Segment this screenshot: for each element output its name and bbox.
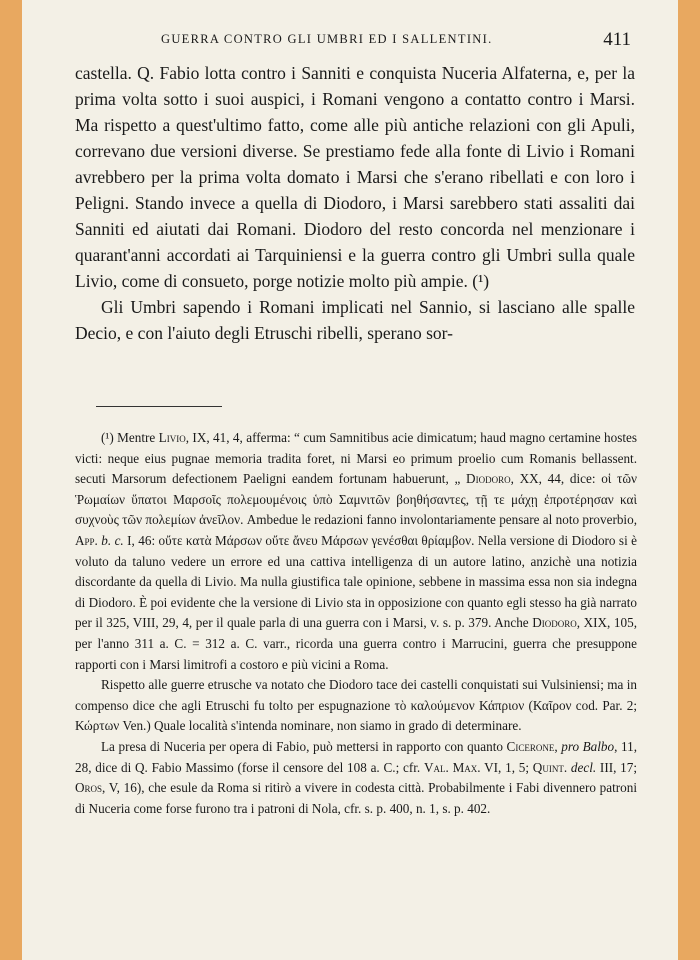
author-name: Diodoro — [466, 471, 511, 487]
footnote-paragraph: La presa di Nuceria per opera di Fabio, può mettersi in rapporto con quanto Cicerone, pro Balbo, 11, 28, dice di Q. Fabio Massimo (forse il censore del 108 a. C.; cfr. Val. Max. VI, 1, 5; Quint. decl. III, 17; Oros, V, 16), che esule da Roma si ritirò a vivere in codesta città. Probabilmente i Fabi divennero patroni di Nuceria come forse furono tra i patroni di Nola, cfr. s. p. 400, n. 1, s. p. 402. — [75, 738, 638, 816]
main-text — [75, 60, 635, 346]
page-header — [22, 29, 678, 54]
work-reference: b. c. — [101, 532, 124, 548]
author-name: Oros — [75, 780, 103, 796]
author-name: Cicerone — [506, 738, 555, 754]
footnote-1: (¹) Mentre Livio, IX, 41, 4, afferma: “ cum Samnitibus acie dimicatum; haud magno certamine hostes victi: neque eius pugnae memoria tradita foret, ni Marsi eo primum proelio cum Romanis bellassent. secuti Marsorum defectionem Paeligni eandem fortunam habuerunt, „ Diodoro, XX, 44, dice: οἱ τῶν Ῥωμαίων ὕπατοι Μαρσοῖς πολεμουμένοις ὑπὸ Σαμνιτῶν βοηθήσαντες, τῇ τε μάχῃ ἐπροτέρησαν καὶ συχνοὺς τῶν πολεμίων ἀνεῖλον. Ambedue le redazioni fanno involontariamente pensare al noto proverbio, App. b. c. I, 46: οὔτε κατὰ Μάρσων οὔτε ἄνευ Μάρσων γενέσθαι θρίαμβον. Nella versione di Diodoro si è voluto da taluno vedere un errore ed una cattiva intelligenza di un autore latino, anzichè una notizia discordante da quella di Livio. Ma nulla giustifica tale opinione, sebbene in massima essa non sia indegna di Diodoro. È poi evidente che la versione di Livio sta in opposizione con quanto egli stesso ha già narrato per il 325, VIII, 29, 4, per il quale parla di una guerra con i Marsi, v. s. p. 379. Anche Diodoro, XIX, 105, per l'anno 311 a. C. = 312 a. C. varr., ricorda una guerra contro i Marrucini, guerra che presuppone rapporti con i Marsi limitrofi a costoro e più vicini a Roma. — [75, 430, 638, 672]
footnote-marker: (¹) — [101, 430, 114, 445]
main-paragraph: Gli Umbri sapendo i Romani implicati nel Sannio, si lasciano alle spalle Decio, e con l'aiuto degli Etruschi ribelli, sperano sor- — [75, 297, 635, 343]
author-name: Quint. — [532, 759, 568, 775]
footnote-paragraph: Rispetto alle guerre etrusche va notato che Diodoro tace dei castelli conquistati sui Vulsiniensi; ma in compenso dice che agli Etruschi fu tolto per espugnazione τὸ καλούμενον Κάπριον (Καῖρον cod. Par. 2; Κώρτων Ven.) Quale località s'intenda nominare, non siamo in grado di determinare. — [75, 677, 637, 734]
main-paragraph: castella. Q. Fabio lotta contro i Sanniti e conquista Nuceria Alfaterna, e, per la prima volta sotto i suoi auspici, i Romani vengono a contatto contro i Marsi. Ma rispetto a quest'ultimo fatto, come alle più antiche relazioni con gli Apuli, correvano due versioni diverse. Se prestiamo fede alla fonte di Livio i Romani avrebbero per la prima volta domato i Marsi che s'erano ribellati e con loro i Peligni. Stando invece a quella di Diodoro, i Marsi sarebbero stati assaliti dai Sanniti ed aiutati dai Romani. Diodoro del resto concorda nel menzionare i quarant'anni accordati ai Tarquiniensi e la guerra contro gli Umbri sulla quale Livio, come di consueto, porge notizie molto più ampie. (¹) — [75, 63, 635, 291]
running-title: GUERRA CONTRO GLI UMBRI ED I SALLENTINI. — [161, 32, 493, 46]
author-name: Diodoro — [532, 615, 577, 631]
work-title: pro Balbo — [561, 738, 615, 754]
work-title: decl. — [570, 759, 597, 775]
author-name: App. — [75, 532, 98, 548]
author-name: Livio — [158, 430, 186, 445]
book-page — [22, 0, 678, 960]
author-name: Val. Max. — [424, 759, 481, 775]
footnotes — [75, 428, 637, 819]
page-number: 411 — [603, 29, 631, 50]
footnote-separator — [96, 406, 222, 407]
